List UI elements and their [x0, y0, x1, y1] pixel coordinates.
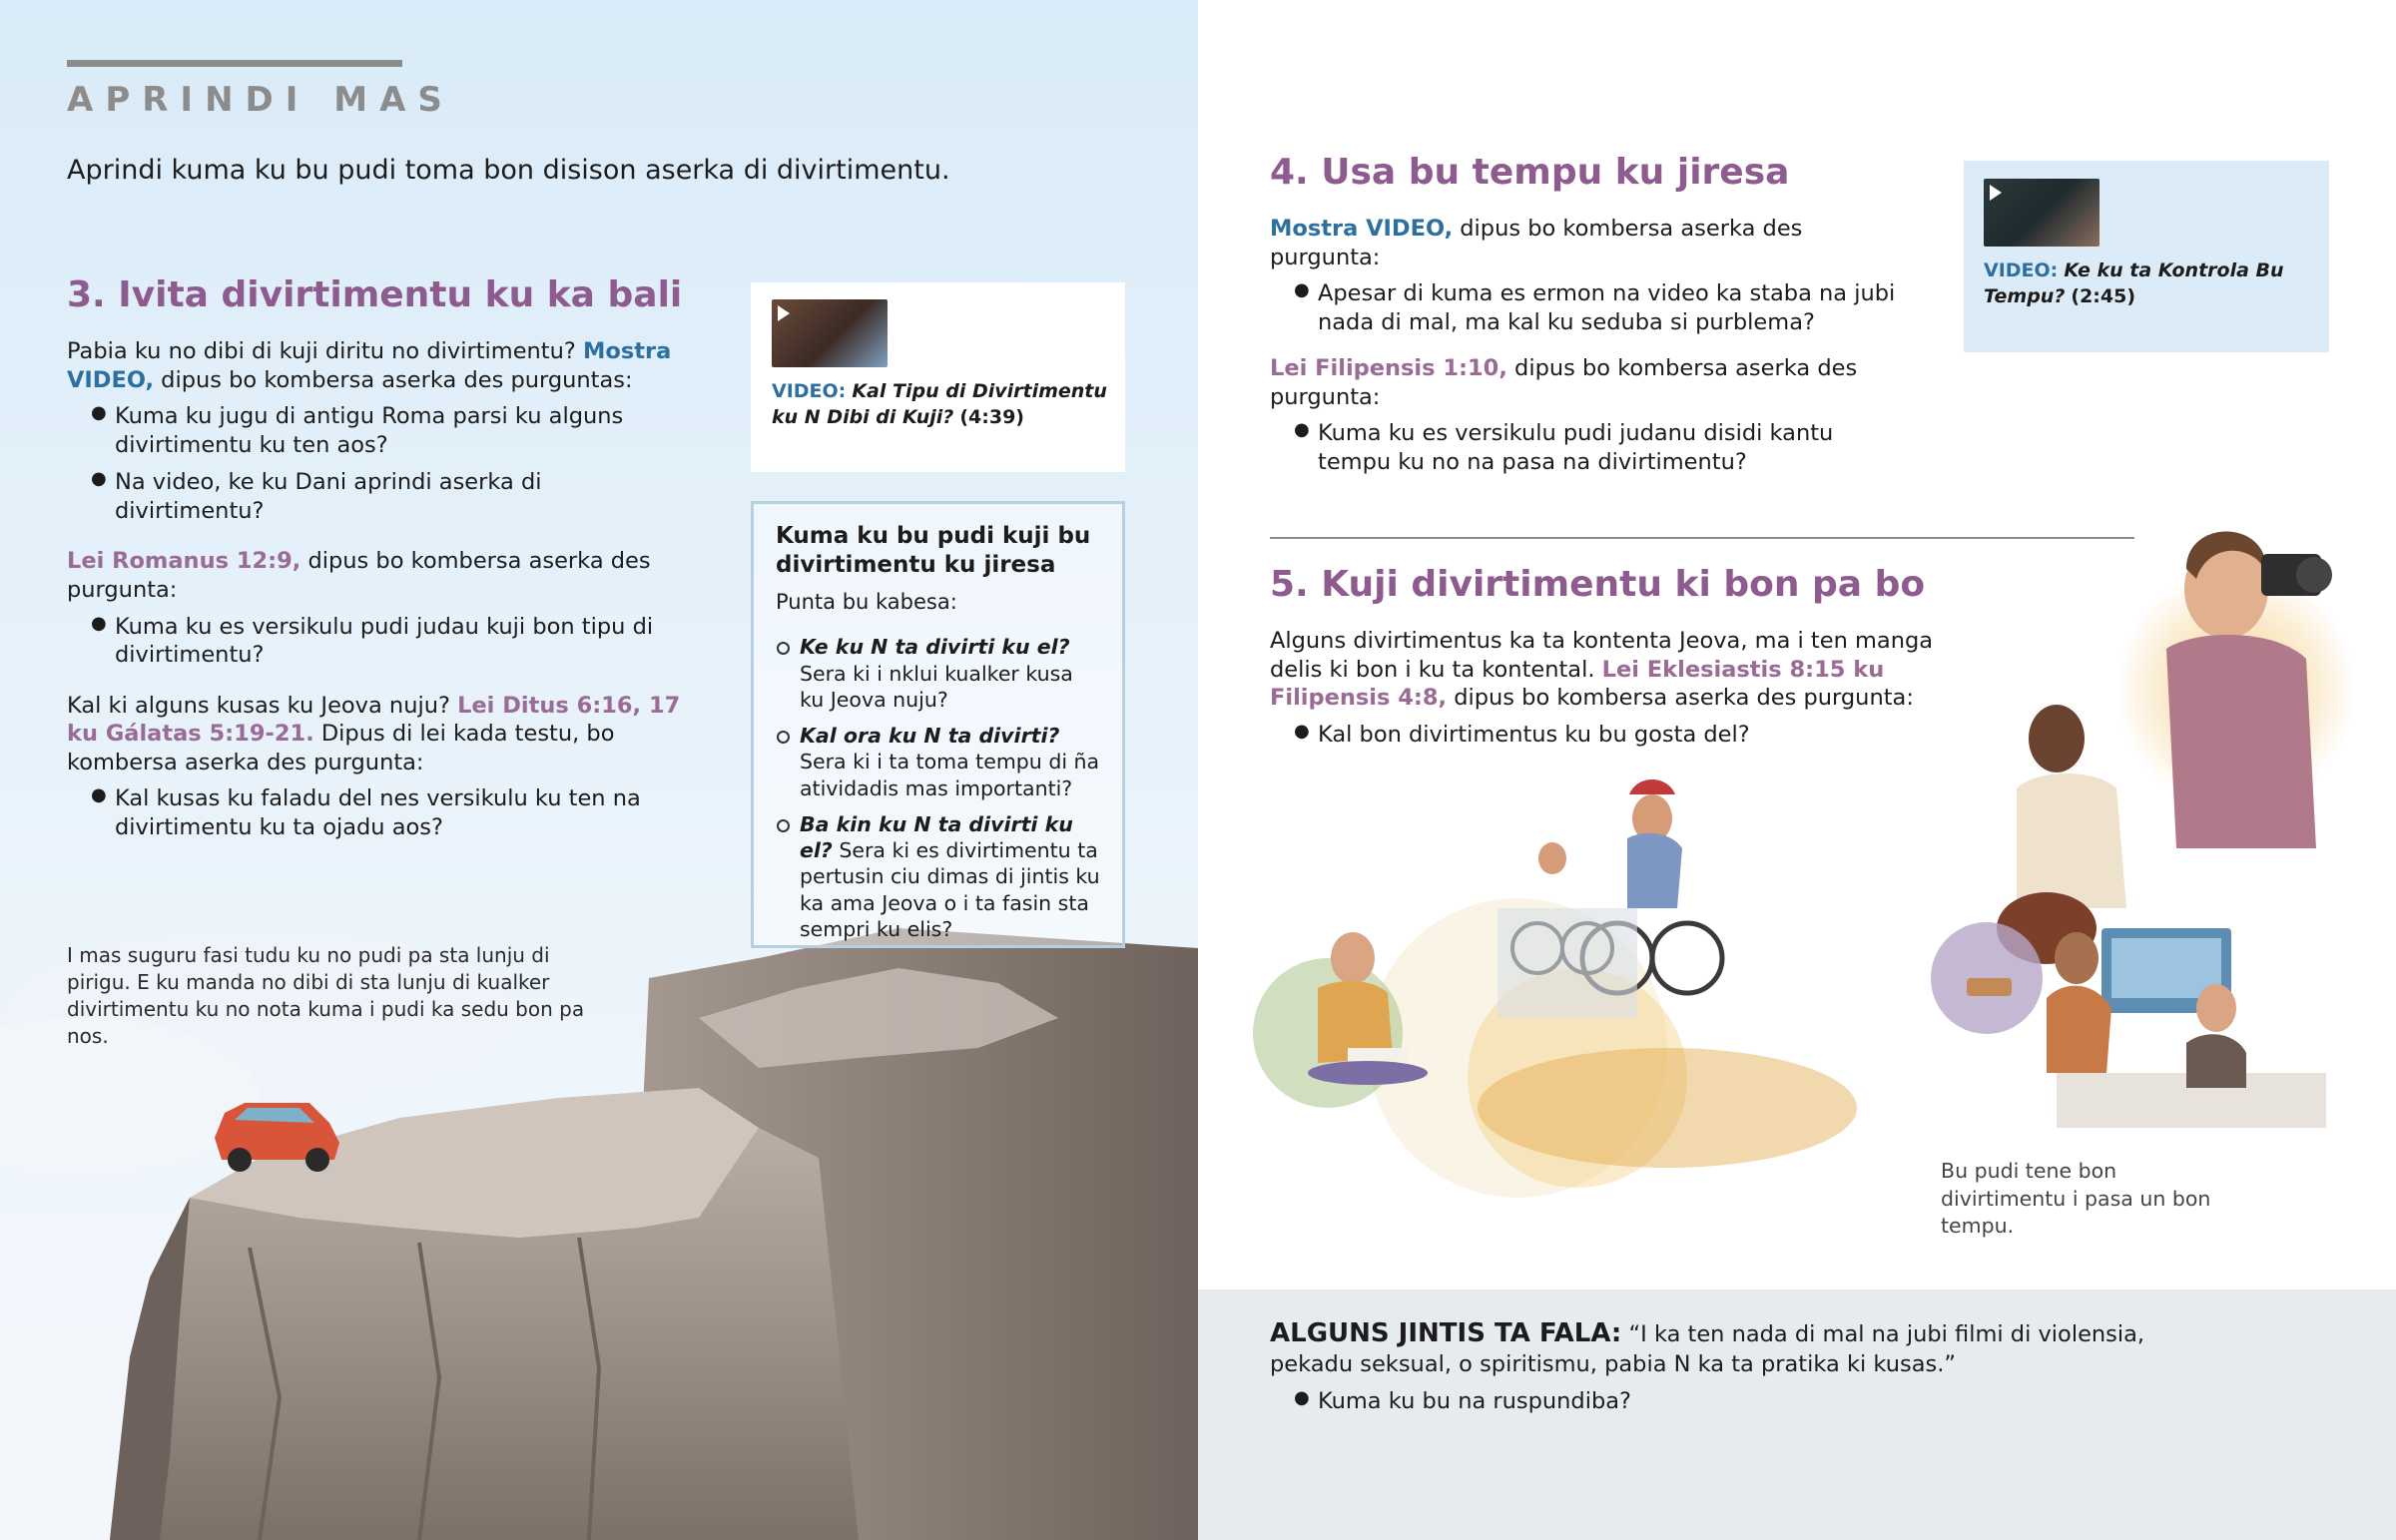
list-item: ● Kuma ku es versikulu pudi judanu disidi kantu tempu ku no na pasa na divirtimentu?: [1270, 419, 1909, 476]
list-item: ● Kal bon divirtimentus ku bu gosta del?: [1270, 721, 1959, 750]
section-5-paragraph-1: Alguns divirtimentus ka ta kontenta Jeova, ma i ten manga delis ki bon i ku ta kontental. Lei Eklesiastis 8:15 ku Filipensis 4:8, dipus bo kombersa aserka des purgunta:: [1270, 628, 1934, 712]
section-4-paragraph-2: Lei Filipensis 1:10, dipus bo kombersa aserka des purgunta:: [1270, 355, 1858, 410]
scripture-reference[interactable]: Lei Romanus 12:9,: [67, 548, 301, 575]
section-3-paragraph-3: Kal ki alguns kusas ku Jeova nuju? Lei Ditus 6:16, 17 ku Gálatas 5:19-21. Dipus di lei kada testu, bo kombersa aserka des purgunta:: [67, 692, 681, 775]
right-page: [1198, 0, 2396, 1540]
tips-box-list: [776, 634, 1100, 942]
video-thumbnail[interactable]: [1984, 179, 2099, 247]
some-say-bullets: [1270, 1387, 2148, 1416]
section-4-title: 4. Usa bu tempu ku jiresa: [1270, 152, 1790, 193]
section-4-bullets-1: [1270, 279, 1909, 336]
show-video-link[interactable]: Mostra VIDEO,: [1270, 216, 1454, 242]
section-3-bullets-2: [67, 613, 696, 670]
list-item: ● Kuma ku bu na ruspundiba?: [1270, 1387, 2148, 1416]
scripture-reference[interactable]: Lei Eklesiastis 8:15 ku Filipensis 4:8,: [1270, 656, 1885, 712]
list-item: Ba kin ku N ta divirti ku el? Sera ki es divirtimentu ta pertusin ciu dimas di jintis ku ka ama Jeova o i ta fasin sta sempri ku elis?: [776, 811, 1100, 942]
section-3: [67, 274, 696, 850]
video-thumbnail[interactable]: [772, 299, 888, 367]
list-item: ● Kuma ku es versikulu pudi judau kuji bon tipu di divirtimentu?: [67, 613, 696, 670]
section-3-title: 3. Ivita divirtimentu ku ka bali: [67, 274, 683, 315]
video-duration: (4:39): [959, 405, 1024, 428]
section-4-paragraph-1: Mostra VIDEO, dipus bo kombersa aserka des purgunta:: [1270, 216, 1803, 270]
tips-box-subtitle: Punta bu kabesa:: [776, 590, 957, 615]
some-say-section: [1270, 1317, 2148, 1424]
scripture-reference[interactable]: Lei Filipensis 1:10,: [1270, 355, 1507, 382]
video-title[interactable]: Ke ku ta Kontrola Bu Tempu?: [1984, 259, 2284, 307]
section-4: [1270, 152, 1909, 486]
some-say-text: ALGUNS JINTIS TA FALA: “I ka ten nada di mal na jubi filmi di violensia, pekadu seksual, o spiritismu, pabia N ka ta pratika ki kusas.”: [1270, 1318, 2145, 1378]
scripture-reference[interactable]: Lei Ditus 6:16, 17 ku Gálatas 5:19-21.: [67, 692, 681, 748]
section-5-title: 5. Kuji divirtimentu ki bon pa bo: [1270, 564, 1926, 605]
top-rule: [67, 60, 402, 67]
some-say-label: ALGUNS JINTIS TA FALA:: [1270, 1318, 1622, 1348]
list-item: Ke ku N ta divirti ku el? Sera ki i nklui kualker kusa ku Jeova nuju?: [776, 634, 1100, 713]
image-caption: Bu pudi tene bon divirtimentu i pasa un bon tempu.: [1941, 1159, 2211, 1239]
video-caption: VIDEO: Kal Tipu di Divirtimentu ku N Dibi di Kuji? (4:39): [772, 380, 1107, 428]
man-drummer: [1997, 705, 2126, 964]
list-item: ● Apesar di kuma es ermon na video ka staba na jubi nada di mal, ma kal ku seduba si purblema?: [1270, 279, 1909, 336]
section-label: APRINDI MAS: [67, 80, 454, 120]
play-icon: [1990, 185, 2002, 201]
play-icon: [778, 305, 790, 321]
video-caption: VIDEO: Ke ku ta Kontrola Bu Tempu? (2:45): [1984, 259, 2284, 307]
section-3-bullets-1: [67, 402, 696, 525]
section-3-paragraph-2: Lei Romanus 12:9, dipus bo kombersa aserka des purgunta:: [67, 548, 651, 603]
tips-box: [751, 501, 1125, 948]
woman-photographer: [2166, 532, 2332, 849]
video-card[interactable]: [751, 282, 1125, 472]
list-item: ● Na video, ke ku Dani aprindi aserka di divirtimentu?: [67, 468, 696, 525]
video-title[interactable]: Kal Tipu di Divirtimentu ku N Dibi di Kuji?: [772, 380, 1107, 428]
tips-box-title: Kuma ku bu pudi kuji bu divirtimentu ku jiresa: [776, 523, 1091, 579]
list-item: ● Kal kusas ku faladu del nes versikulu ku ten na divirtimentu ku ta ojadu aos?: [67, 784, 696, 841]
video-card[interactable]: [1964, 161, 2329, 352]
leisure-illustration: [1198, 489, 2396, 1248]
section-3-paragraph-1: Pabia ku no dibi di kuji diritu no divirtimentu? Mostra VIDEO, dipus bo kombersa aserka des purguntas:: [67, 338, 672, 393]
section-4-bullets-2: [1270, 419, 1909, 476]
section-3-bullets-3: [67, 784, 696, 841]
show-video-link[interactable]: Mostra VIDEO,: [67, 338, 672, 393]
intro-text: Aprindi kuma ku bu pudi toma bon disison aserka di divirtimentu.: [67, 155, 950, 186]
list-item: Kal ora ku N ta divirti? Sera ki i ta toma tempu di ña atividadis mas importanti?: [776, 723, 1100, 801]
image-caption: I mas suguru fasi tudu ku no pudi pa sta lunju di pirigu. E ku manda no dibi di sta lunju di kualker divirtimentu ku no nota kuma i pudi ka sedu bon pa nos.: [67, 943, 585, 1048]
video-gamers: [2047, 928, 2326, 1128]
video-duration: (2:45): [2071, 284, 2136, 307]
list-item: ● Kuma ku jugu di antigu Roma parsi ku alguns divirtimentu ku ten aos?: [67, 402, 696, 459]
